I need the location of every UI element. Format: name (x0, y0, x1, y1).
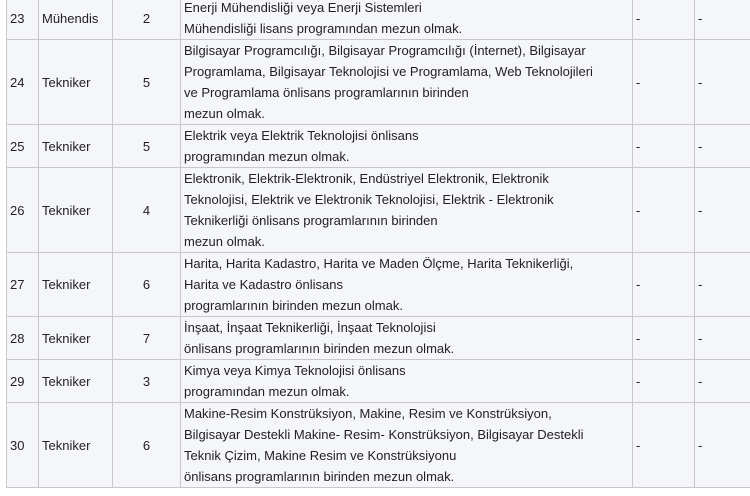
table-row (7, 317, 750, 360)
row-number: 24 (7, 40, 39, 125)
requirement-line: Elektrik veya Elektrik Teknolojisi önlisans (184, 128, 419, 143)
requirement-line: Harita ve Kadastro önlisans (184, 277, 343, 292)
requirements-cell (181, 125, 633, 168)
row-number: 25 (7, 125, 39, 168)
requirement-line: programlarının birinden mezun olmak. (184, 298, 403, 313)
position-count: 6 (113, 253, 181, 317)
requirements-cell (181, 253, 633, 317)
requirements-cell (181, 360, 633, 403)
extra-col-2: - (695, 0, 750, 40)
table-row (7, 403, 750, 488)
requirement-line: Kimya veya Kimya Teknolojisi önlisans (184, 363, 406, 378)
requirement-line: ve Programlama önlisans programlarının birinden (184, 85, 469, 100)
extra-col-2: - (695, 403, 750, 488)
position-title: Tekniker (39, 403, 113, 488)
requirement-line: programından mezun olmak. (184, 149, 350, 164)
row-number: 28 (7, 317, 39, 360)
position-count: 7 (113, 317, 181, 360)
requirement-line: programından mezun olmak. (184, 384, 350, 399)
requirements-cell (181, 317, 633, 360)
extra-col-1: - (633, 403, 695, 488)
requirement-line: Bilgisayar Destekli Makine- Resim- Konstrüksiyon, Bilgisayar Destekli (184, 427, 584, 442)
position-count: 6 (113, 403, 181, 488)
position-title: Tekniker (39, 125, 113, 168)
requirement-line: önlisans programlarının birinden mezun olmak. (184, 341, 455, 356)
requirement-line: Makine-Resim Konstrüksiyon, Makine, Resim ve Konstrüksiyon, (184, 406, 552, 421)
requirement-line: Harita, Harita Kadastro, Harita ve Maden Ölçme, Harita Teknikerliği, (184, 256, 574, 271)
requirements-cell (181, 0, 633, 40)
position-title: Tekniker (39, 40, 113, 125)
extra-col-2: - (695, 253, 750, 317)
extra-col-2: - (695, 317, 750, 360)
position-title: Tekniker (39, 253, 113, 317)
requirement-line: Programlama, Bilgisayar Teknolojisi ve Programlama, Web Teknolojileri (184, 64, 593, 79)
position-title: Tekniker (39, 360, 113, 403)
extra-col-1: - (633, 317, 695, 360)
table-row (7, 0, 750, 40)
table-row (7, 40, 750, 125)
position-count: 4 (113, 168, 181, 253)
table-row (7, 360, 750, 403)
requirement-line: İnşaat, İnşaat Teknikerliği, İnşaat Teknolojisi (184, 320, 436, 335)
requirements-cell (181, 40, 633, 125)
positions-table-body (7, 0, 750, 488)
extra-col-2: - (695, 40, 750, 125)
requirement-line: Teknolojisi, Elektrik ve Elektronik Teknolojisi, Elektrik - Elektronik (184, 192, 554, 207)
position-count: 2 (113, 0, 181, 40)
position-title: Tekniker (39, 317, 113, 360)
table-row (7, 125, 750, 168)
row-number: 23 (7, 0, 39, 40)
row-number: 30 (7, 403, 39, 488)
requirement-line: Mühendisliği lisans programından mezun olmak. (184, 21, 463, 36)
position-count: 5 (113, 40, 181, 125)
requirement-line: Teknik Çizim, Makine Resim ve Konstrüksiyonu (184, 448, 457, 463)
extra-col-2: - (695, 168, 750, 253)
extra-col-1: - (633, 360, 695, 403)
row-number: 29 (7, 360, 39, 403)
extra-col-2: - (695, 125, 750, 168)
table-row (7, 253, 750, 317)
position-title: Mühendis (39, 0, 113, 40)
extra-col-1: - (633, 125, 695, 168)
position-title: Tekniker (39, 168, 113, 253)
extra-col-1: - (633, 40, 695, 125)
requirements-cell (181, 168, 633, 253)
extra-col-1: - (633, 253, 695, 317)
table-row (7, 168, 750, 253)
extra-col-1: - (633, 168, 695, 253)
positions-table (6, 0, 750, 488)
requirement-line: Elektronik, Elektrik-Elektronik, Endüstriyel Elektronik, Elektronik (184, 171, 549, 186)
row-number: 26 (7, 168, 39, 253)
extra-col-1: - (633, 0, 695, 40)
requirement-line: önlisans programlarının birinden mezun olmak. (184, 469, 455, 484)
requirement-line: Bilgisayar Programcılığı, Bilgisayar Programcılığı (İnternet), Bilgisayar (184, 43, 586, 58)
requirement-line: mezun olmak. (184, 234, 265, 249)
position-count: 5 (113, 125, 181, 168)
requirements-cell (181, 403, 633, 488)
requirement-line: mezun olmak. (184, 106, 265, 121)
requirement-line: Enerji Mühendisliği veya Enerji Sistemleri (184, 0, 422, 15)
requirement-line: Teknikerliği önlisans programlarının birinden (184, 213, 438, 228)
row-number: 27 (7, 253, 39, 317)
position-count: 3 (113, 360, 181, 403)
extra-col-2: - (695, 360, 750, 403)
